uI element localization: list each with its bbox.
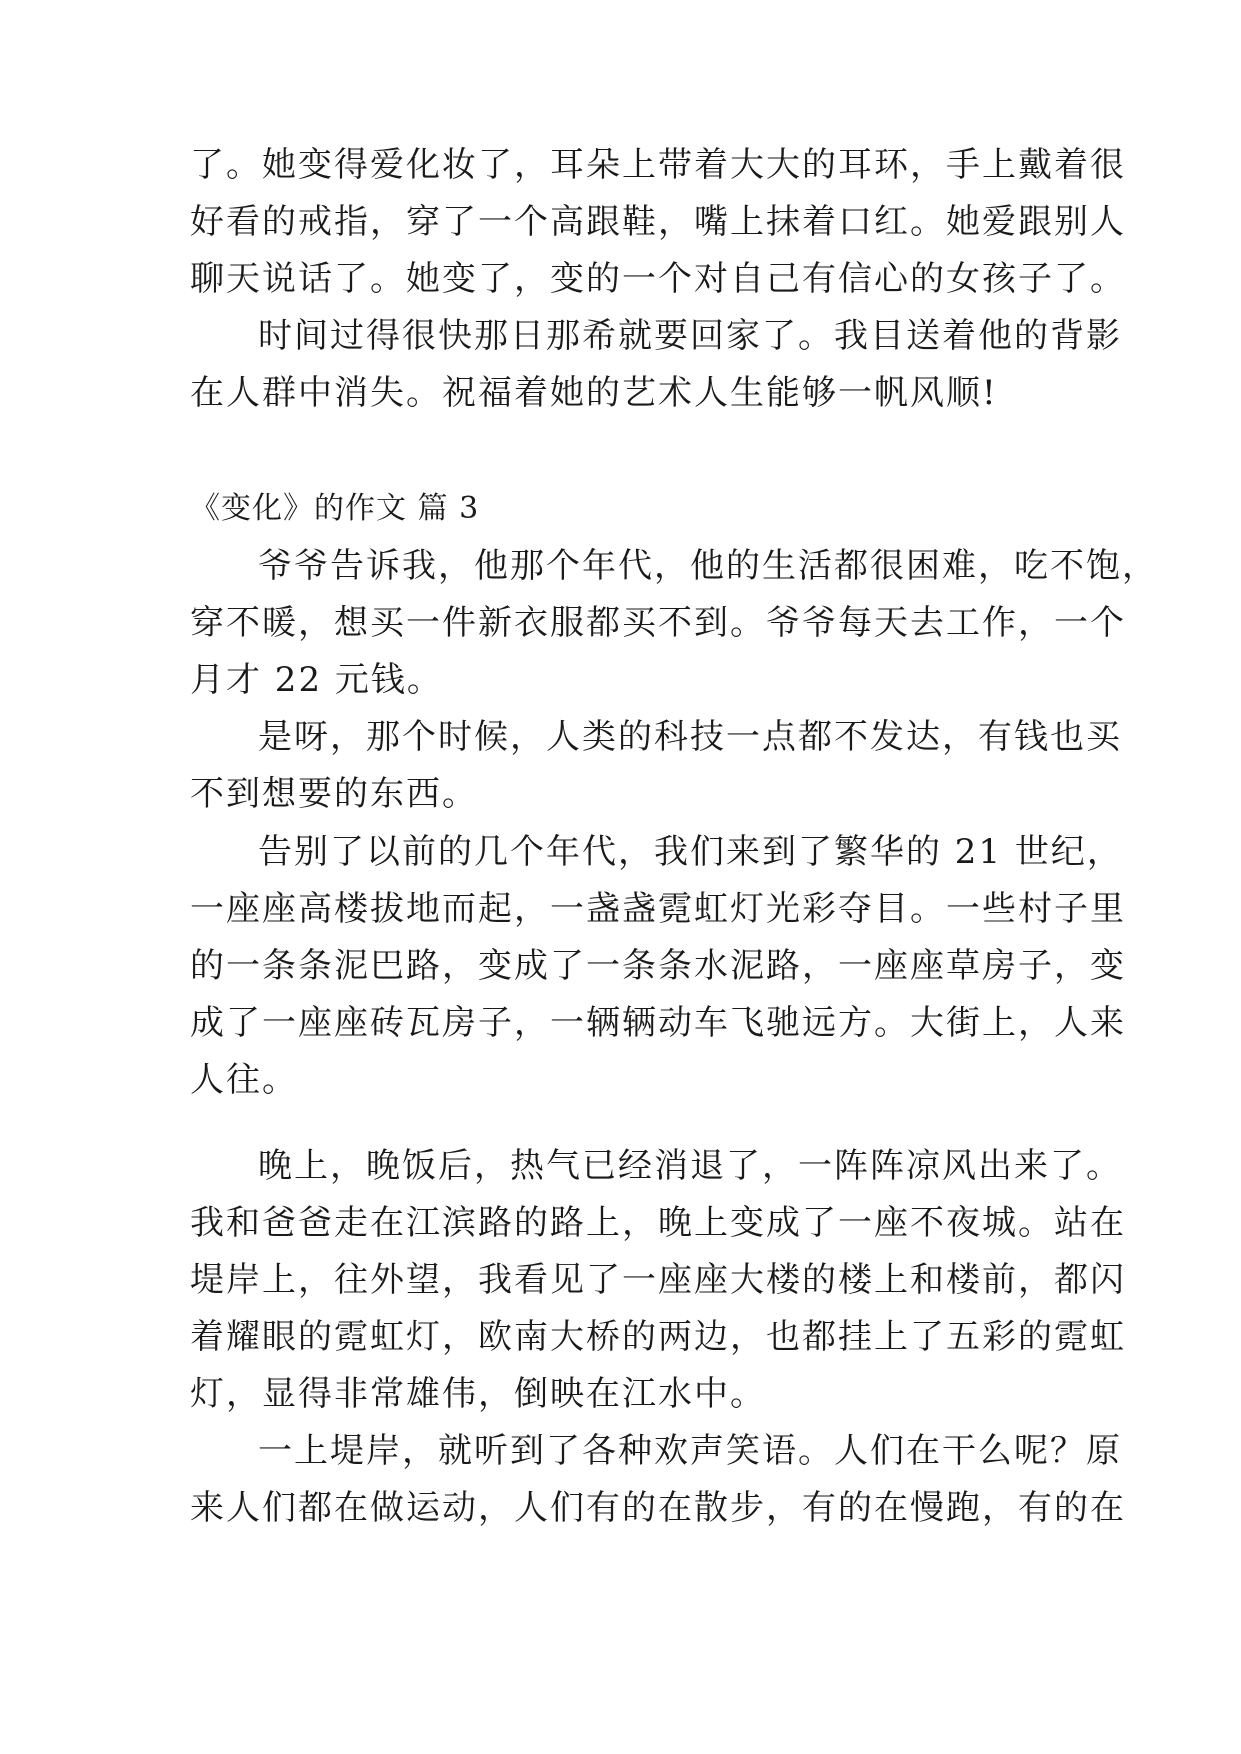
text-line: 了。她变得爱化妆了，耳朵上带着大大的耳环，手上戴着很 [190,145,1126,185]
text-line: 一上堤岸，就听到了各种欢声笑语。人们在干么呢？原 [258,1431,1122,1471]
text-line: 晚上，晚饭后，热气已经消退了，一阵阵凉风出来了。 [258,1146,1122,1186]
text-line: 不到想要的东西。 [190,774,478,814]
text-line: 着耀眼的霓虹灯，欧南大桥的两边，也都挂上了五彩的霓虹 [190,1317,1126,1357]
text-line: 时间过得很快那日那希就要回家了。我目送着他的背影 [258,316,1122,356]
text-line: 聊天说话了。她变了，变的一个对自己有信心的女孩子了。 [190,259,1126,299]
text-line: 告别了以前的几个年代，我们来到了繁华的 21 世纪， [258,832,1123,872]
text-line: 一座座高楼拔地而起，一盏盏霓虹灯光彩夺目。一些村子里 [190,889,1126,929]
text-line: 爷爷告诉我，他那个年代，他的生活都很困难，吃不饱， [258,546,1158,586]
section-heading: 《变化》的作文 篇 3 [190,491,480,526]
text-line: 人往。 [190,1060,298,1100]
text-line: 在人群中消失。祝福着她的艺术人生能够一帆风顺! [190,373,998,413]
text-line: 我和爸爸走在江滨路的路上，晚上变成了一座不夜城。站在 [190,1203,1126,1243]
text-line: 月才 22 元钱。 [190,660,443,700]
text-line: 穿不暖，想买一件新衣服都买不到。爷爷每天去工作，一个 [190,603,1126,643]
text-line: 是呀，那个时候，人类的科技一点都不发达，有钱也买 [258,717,1122,757]
text-line: 灯，显得非常雄伟，倒映在江水中。 [190,1374,766,1414]
text-line: 好看的戒指，穿了一个高跟鞋，嘴上抹着口红。她爱跟别人 [190,202,1126,242]
text-line: 成了一座座砖瓦房子，一辆辆动车飞驰远方。大街上，人来 [190,1003,1126,1043]
text-line: 来人们都在做运动，人们有的在散步，有的在慢跑，有的在 [190,1488,1126,1528]
text-line: 的一条条泥巴路，变成了一条条水泥路，一座座草房子，变 [190,946,1126,986]
text-line: 堤岸上，往外望，我看见了一座座大楼的楼上和楼前，都闪 [190,1260,1126,1300]
